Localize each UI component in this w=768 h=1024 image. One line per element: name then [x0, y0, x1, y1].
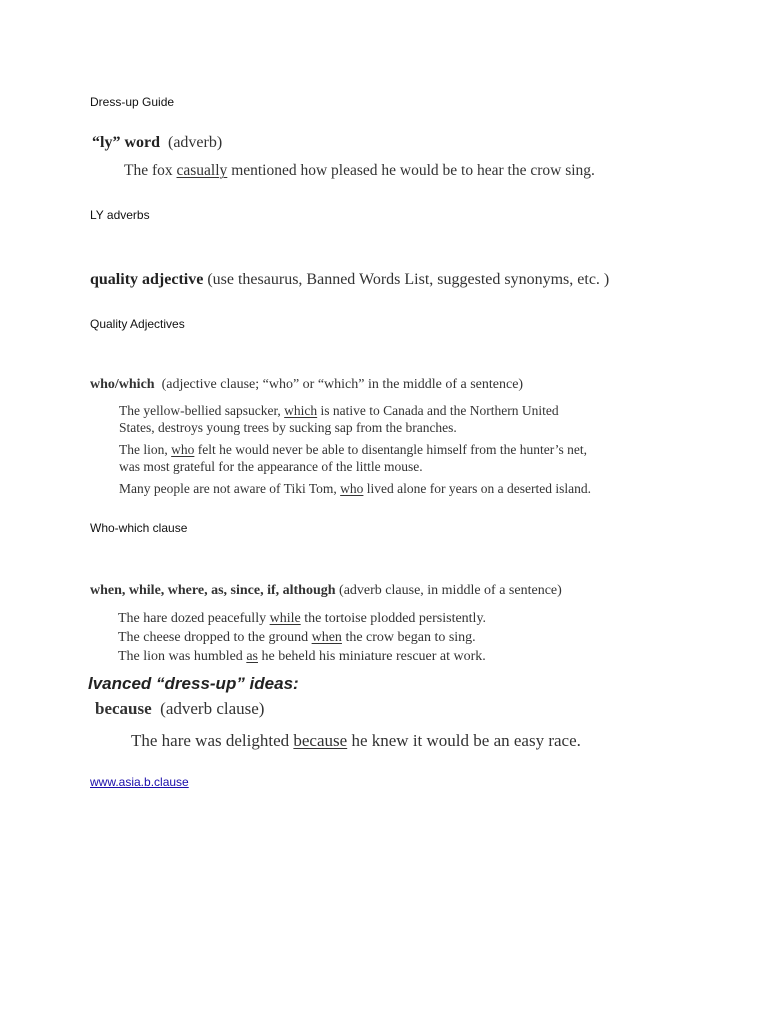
who-ex2-line2: was most grateful for the appearance of the little mouse.: [119, 459, 423, 474]
ly-example-pre: The fox: [124, 162, 177, 179]
who-example-3: [119, 480, 591, 497]
when-heading-term: when, while, where, as, since, if, although: [90, 583, 336, 598]
who-ex3-pre: Many people are not aware of Tiki Tom,: [119, 481, 341, 496]
when-examples: [118, 609, 486, 666]
resource-link[interactable]: www.asia.b.clause: [90, 775, 189, 789]
when-heading-note: (adverb clause, in middle of a sentence): [339, 583, 562, 598]
ly-example-keyword: casually: [176, 162, 228, 179]
page-title: Dress-up Guide: [90, 95, 175, 109]
when-ex2-pre: The cheese dropped to the ground: [118, 630, 312, 645]
who-heading: [90, 377, 523, 393]
who-ex2-pre: The lion,: [119, 442, 172, 457]
because-heading-note: (adverb clause): [160, 699, 265, 718]
because-heading: [95, 699, 264, 719]
who-example-2: [119, 441, 587, 475]
who-ex1-post: is native to Canada and the Northern United: [317, 403, 559, 418]
quality-heading-term: quality adjective: [90, 271, 204, 288]
because-ex-keyword: because: [293, 731, 348, 750]
who-ex3-post: lived alone for years on a deserted island.: [363, 481, 591, 496]
ly-heading-note: (adverb): [168, 134, 223, 151]
because-heading-term: because: [95, 699, 152, 718]
when-ex1-post: the tortoise plodded persistently.: [300, 611, 487, 626]
quality-heading-note: (use thesaurus, Banned Words List, suggested synonyms, etc. ): [207, 271, 610, 288]
when-ex3-post: he beheld his miniature rescuer at work.: [257, 649, 486, 664]
when-ex1-pre: The hare dozed peacefully: [118, 611, 270, 626]
when-ex2-post: the crow began to sing.: [341, 630, 476, 645]
ly-example: [124, 162, 595, 180]
because-example: [131, 731, 581, 751]
ly-example-post: mentioned how pleased he would be to hear the crow sing.: [227, 162, 595, 179]
ly-heading-term: “ly” word: [92, 134, 160, 151]
who-ex1-keyword: which: [284, 403, 318, 418]
who-ex3-keyword: who: [340, 481, 364, 496]
who-heading-term: who/which: [90, 377, 155, 392]
who-ex1-pre: The yellow-bellied sapsucker,: [119, 403, 285, 418]
when-ex3-pre: The lion was humbled: [118, 649, 247, 664]
quality-adjectives-label: Quality Adjectives: [90, 317, 185, 331]
because-ex-pre: The hare was delighted: [131, 731, 294, 750]
quality-heading: [90, 271, 609, 289]
who-ex2-keyword: who: [171, 442, 195, 457]
when-ex2-keyword: when: [311, 630, 342, 645]
ly-heading: [92, 134, 222, 152]
who-which-label: Who-which clause: [90, 521, 188, 535]
ly-adverbs-label: LY adverbs: [90, 208, 150, 222]
who-ex1-line2: States, destroys young trees by sucking sap from the branches.: [119, 420, 457, 435]
when-heading: [90, 583, 562, 599]
who-ex2-post: felt he would never be able to disentangle himself from the hunter’s net,: [194, 442, 588, 457]
because-ex-post: he knew it would be an easy race.: [347, 731, 581, 750]
advanced-heading: lvanced “dress-up” ideas:: [88, 674, 299, 693]
when-ex1-keyword: while: [269, 611, 301, 626]
who-heading-note: (adjective clause; “who” or “which” in the middle of a sentence): [161, 377, 524, 392]
when-ex3-keyword: as: [246, 649, 258, 664]
who-example-1: [119, 402, 559, 436]
